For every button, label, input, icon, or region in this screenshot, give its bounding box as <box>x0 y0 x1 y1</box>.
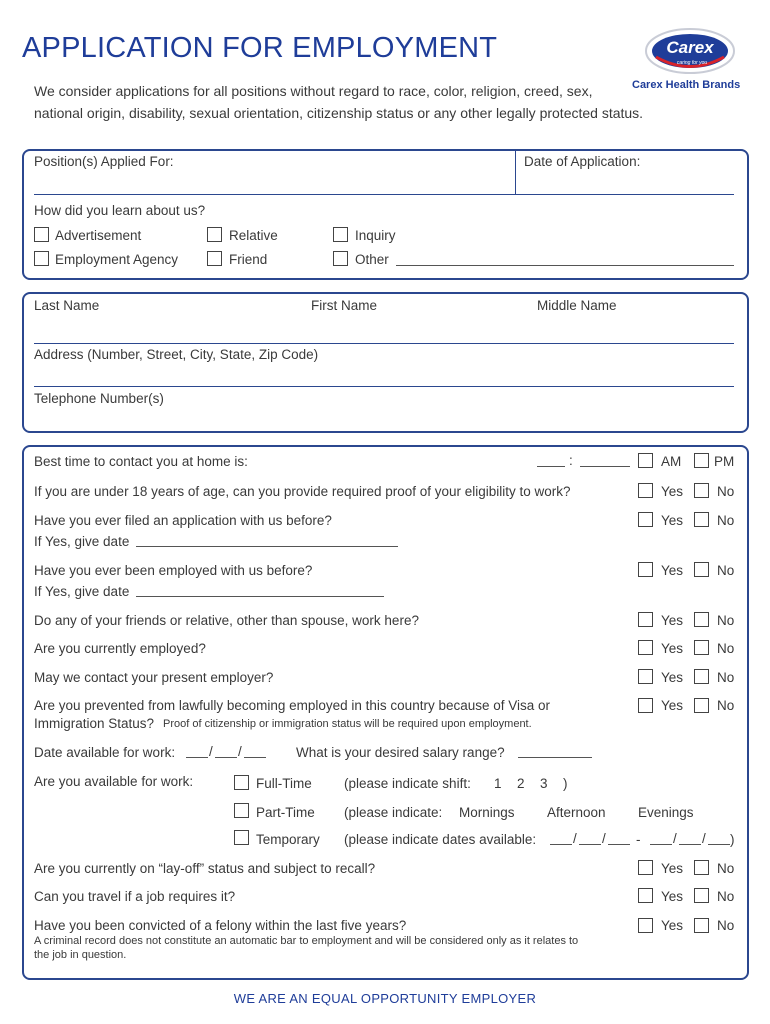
filed-before-no-label: No <box>717 513 735 528</box>
employed-before-no-label: No <box>717 563 735 578</box>
layoff-yes-label: Yes <box>661 861 684 876</box>
layoff-question: Are you currently on “lay-off” status and subject to recall? <box>34 861 376 876</box>
inquiry-label: Inquiry <box>355 228 396 243</box>
personal-info-section <box>22 292 749 433</box>
filed-before-date-label: If Yes, give date <box>34 534 130 549</box>
currently-employed-no-label: No <box>717 641 735 656</box>
friends-work-yes-label: Yes <box>661 613 684 628</box>
temp-close-paren: ) <box>730 832 735 847</box>
name-input-line[interactable] <box>34 343 734 344</box>
employed-before-question: Have you ever been employed with us before? <box>34 563 313 578</box>
equal-opportunity-footer: WE ARE AN EQUAL OPPORTUNITY EMPLOYER <box>233 991 537 1006</box>
visa-no-label: No <box>717 698 735 713</box>
part-time-note: (please indicate: <box>344 805 443 820</box>
part-time-checkbox[interactable] <box>234 803 249 818</box>
currently-employed-no-checkbox[interactable] <box>694 640 709 655</box>
shift-2[interactable]: 2 <box>517 776 525 791</box>
friends-work-no-checkbox[interactable] <box>694 612 709 627</box>
filed-before-date-line[interactable] <box>136 546 398 547</box>
temp-slash-2: / <box>602 831 606 846</box>
am-checkbox[interactable] <box>638 453 653 468</box>
filed-before-yes-checkbox[interactable] <box>638 512 653 527</box>
employed-before-date-label: If Yes, give date <box>34 584 130 599</box>
filed-before-question: Have you ever filed an application with us before? <box>34 513 332 528</box>
felony-note-line-2: the job in question. <box>34 949 127 961</box>
best-time-hour-line[interactable] <box>537 466 565 467</box>
under-18-no-checkbox[interactable] <box>694 483 709 498</box>
address-input-line[interactable] <box>34 386 734 387</box>
full-time-note: (please indicate shift: <box>344 776 471 791</box>
full-time-label: Full-Time <box>256 776 312 791</box>
afternoon-option[interactable]: Afternoon <box>547 805 606 820</box>
logo-wordmark: Carex <box>666 38 714 57</box>
friends-work-question: Do any of your friends or relative, other than spouse, work here? <box>34 613 419 628</box>
friends-work-yes-checkbox[interactable] <box>638 612 653 627</box>
pm-checkbox[interactable] <box>694 453 709 468</box>
employed-before-yes-label: Yes <box>661 563 684 578</box>
under-18-no-label: No <box>717 484 735 499</box>
relative-label: Relative <box>229 228 278 243</box>
position-label: Position(s) Applied For: <box>34 154 174 169</box>
layoff-yes-checkbox[interactable] <box>638 860 653 875</box>
contact-employer-question: May we contact your present employer? <box>34 670 274 685</box>
shift-1[interactable]: 1 <box>494 776 502 791</box>
under-18-yes-checkbox[interactable] <box>638 483 653 498</box>
temp-slash-4: / <box>702 831 706 846</box>
currently-employed-yes-label: Yes <box>661 641 684 656</box>
best-time-label: Best time to contact you at home is: <box>34 454 248 469</box>
relative-checkbox[interactable] <box>207 227 222 242</box>
felony-yes-checkbox[interactable] <box>638 918 653 933</box>
intro-line-2: national origin, disability, sexual orientation, citizenship status or any other legally protected status. <box>34 105 644 121</box>
temp-start-year-line[interactable] <box>608 844 630 845</box>
address-label: Address (Number, Street, City, State, Zip Code) <box>34 347 319 362</box>
layoff-no-label: No <box>717 861 735 876</box>
felony-note-line-1: A criminal record does not constitute an automatic bar to employment and will be considered only as it relates to <box>34 935 579 947</box>
contact-employer-no-label: No <box>717 670 735 685</box>
felony-yes-label: Yes <box>661 918 684 933</box>
layoff-no-checkbox[interactable] <box>694 860 709 875</box>
middle-name-label: Middle Name <box>537 298 617 313</box>
felony-no-label: No <box>717 918 735 933</box>
friends-work-no-label: No <box>717 613 735 628</box>
pm-label: PM <box>714 454 735 469</box>
advertisement-checkbox[interactable] <box>34 227 49 242</box>
evenings-option[interactable]: Evenings <box>638 805 694 820</box>
other-label: Other <box>355 252 389 267</box>
date-slash-2: / <box>238 744 242 759</box>
field-divider <box>515 151 516 195</box>
visa-no-checkbox[interactable] <box>694 698 709 713</box>
temp-start-month-line[interactable] <box>550 844 572 845</box>
travel-yes-label: Yes <box>661 889 684 904</box>
best-time-minute-line[interactable] <box>580 466 630 467</box>
temp-end-year-line[interactable] <box>708 844 730 845</box>
employed-before-no-checkbox[interactable] <box>694 562 709 577</box>
intro-line-1: We consider applications for all positions without regard to race, color, religion, creed, sex, <box>34 83 593 99</box>
currently-employed-yes-checkbox[interactable] <box>638 640 653 655</box>
other-input-line[interactable] <box>396 265 734 266</box>
visa-yes-checkbox[interactable] <box>638 698 653 713</box>
visa-question-line-1: Are you prevented from lawfully becoming employed in this country because of Visa or <box>34 698 551 713</box>
advertisement-label: Advertisement <box>55 228 142 243</box>
mornings-option[interactable]: Mornings <box>459 805 515 820</box>
am-label: AM <box>661 454 682 469</box>
visa-question-line-2: Immigration Status? <box>34 716 155 731</box>
date-available-year-line[interactable] <box>244 757 266 758</box>
date-available-label: Date available for work: <box>34 745 176 760</box>
time-colon: : <box>569 453 573 468</box>
temp-slash-1: / <box>573 831 577 846</box>
temp-end-day-line[interactable] <box>679 844 701 845</box>
date-slash-1: / <box>209 744 213 759</box>
contact-employer-yes-checkbox[interactable] <box>638 669 653 684</box>
salary-input-line[interactable] <box>518 757 592 758</box>
employment-agency-checkbox[interactable] <box>34 251 49 266</box>
page-title: APPLICATION FOR EMPLOYMENT <box>22 32 498 64</box>
position-input-line[interactable] <box>34 194 734 195</box>
logo-slogan: caring for you <box>676 60 708 66</box>
felony-question: Have you been convicted of a felony within the last five years? <box>34 918 407 933</box>
temporary-checkbox[interactable] <box>234 830 249 845</box>
employment-agency-label: Employment Agency <box>55 252 179 267</box>
temp-dash: - <box>636 832 641 847</box>
inquiry-checkbox[interactable] <box>333 227 348 242</box>
temp-end-month-line[interactable] <box>650 844 672 845</box>
date-available-month-line[interactable] <box>186 757 208 758</box>
travel-question: Can you travel if a job requires it? <box>34 889 236 904</box>
contact-employer-yes-label: Yes <box>661 670 684 685</box>
full-time-checkbox[interactable] <box>234 775 249 790</box>
contact-employer-no-checkbox[interactable] <box>694 669 709 684</box>
other-checkbox[interactable] <box>333 251 348 266</box>
temporary-label: Temporary <box>256 832 320 847</box>
date-available-day-line[interactable] <box>215 757 237 758</box>
employed-before-date-line[interactable] <box>136 596 384 597</box>
filed-before-no-checkbox[interactable] <box>694 512 709 527</box>
shift-3[interactable]: 3 <box>540 776 548 791</box>
travel-yes-checkbox[interactable] <box>638 888 653 903</box>
currently-employed-question: Are you currently employed? <box>34 641 206 656</box>
temp-slash-3: / <box>673 831 677 846</box>
friend-checkbox[interactable] <box>207 251 222 266</box>
telephone-label: Telephone Number(s) <box>34 391 164 406</box>
last-name-label: Last Name <box>34 298 100 313</box>
visa-note: Proof of citizenship or immigration status will be required upon employment. <box>163 718 532 730</box>
travel-no-label: No <box>717 889 735 904</box>
filed-before-yes-label: Yes <box>661 513 684 528</box>
available-for-work-label: Are you available for work: <box>34 774 194 789</box>
learn-about-label: How did you learn about us? <box>34 203 206 218</box>
under-18-question: If you are under 18 years of age, can you provide required proof of your eligibility to work? <box>34 484 571 499</box>
felony-no-checkbox[interactable] <box>694 918 709 933</box>
under-18-yes-label: Yes <box>661 484 684 499</box>
brand-name: Carex Health Brands <box>632 79 741 91</box>
travel-no-checkbox[interactable] <box>694 888 709 903</box>
temporary-note: (please indicate dates available: <box>344 832 537 847</box>
first-name-label: First Name <box>311 298 378 313</box>
friend-label: Friend <box>229 252 268 267</box>
shift-close-paren: ) <box>563 776 568 791</box>
employed-before-yes-checkbox[interactable] <box>638 562 653 577</box>
visa-yes-label: Yes <box>661 698 684 713</box>
salary-label: What is your desired salary range? <box>296 745 505 760</box>
part-time-label: Part-Time <box>256 805 315 820</box>
date-of-application-label: Date of Application: <box>524 154 641 169</box>
temp-start-day-line[interactable] <box>579 844 601 845</box>
